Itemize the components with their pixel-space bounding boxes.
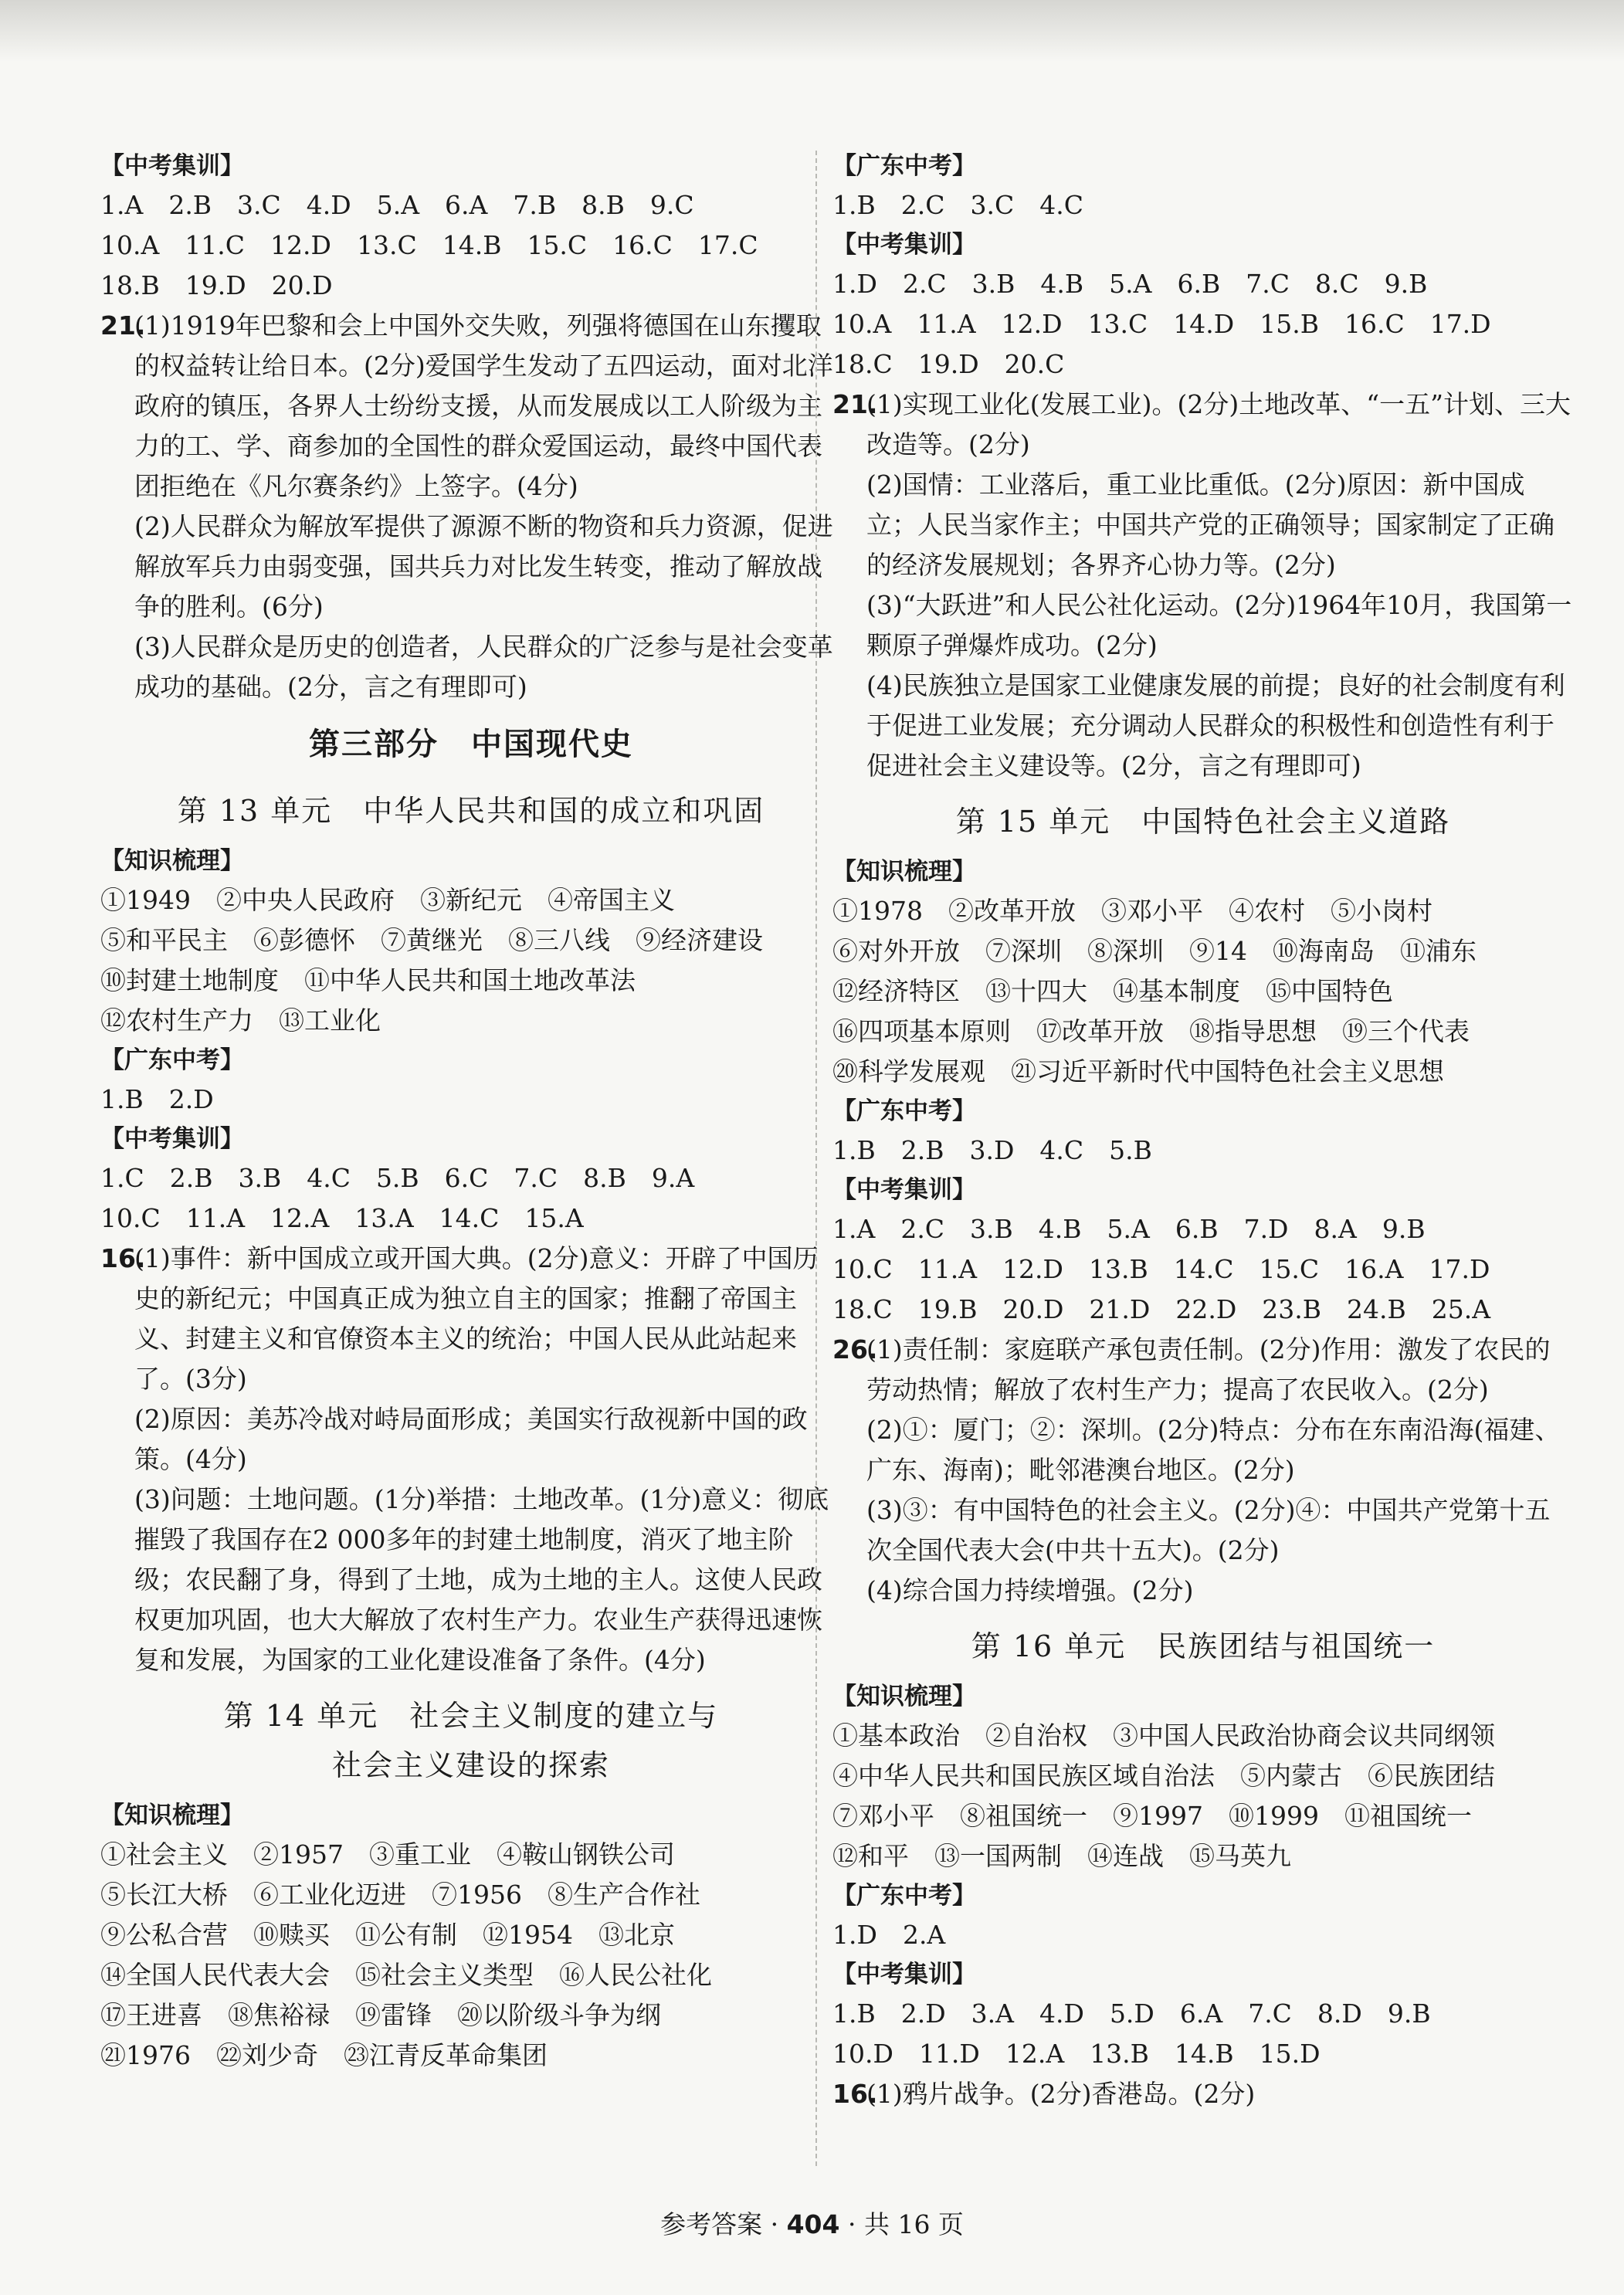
question-21 [832,385,1574,786]
knowledge-row: ④中华人民共和国民族区域自治法 ⑤内蒙古 ⑥民族团结 [832,1761,1495,1791]
knowledge-row: ⑩封建土地制度 ⑪中华人民共和国土地改革法 [100,965,636,995]
question-body [866,385,1574,786]
knowledge-row: ①社会主义 ②1957 ③重工业 ④鞍山钢铁公司 [100,1839,675,1870]
page-number: 404 [786,2209,840,2239]
question-21 [100,306,842,707]
answer-paragraph: (1)事件：新中国成立或开国大典。(2分)意义：开辟了中国历史的新纪元；中国真正成为独立自主的国家；推翻了帝国主义、封建主义和官僚资本主义的统治；中国人民从此站起来了。(3分) [134,1243,819,1394]
footer-dot: · [770,2209,779,2239]
question-number: 16. [100,1243,146,1273]
question-body [866,2074,1574,2114]
unit-title: 第 14 单元 社会主义制度的建立与 [223,1699,719,1733]
question-26 [832,1330,1574,1611]
question-number: 16. [832,2079,878,2109]
answer-row: 10.D 11.D 12.A 13.B 14.B 15.D [832,2039,1321,2069]
question-number: 26. [832,1334,878,1364]
question-body [134,306,842,707]
answer-paragraph: (2)人民群众为解放军提供了源源不断的物资和兵力资源，促进解放军兵力由弱变强，国共兵力对比发生转变，推动了解放战争的胜利。(6分) [134,511,833,622]
answer-paragraph: (3)③：有中国特色的社会主义。(2分)④：中国共产党第十五次全国代表大会(中共十五大)。(2分) [866,1495,1551,1565]
answer-row: 18.B 19.D 20.D [100,270,333,300]
page-footer [0,2205,1624,2241]
knowledge-row: ⑯四项基本原则 ⑰改革开放 ⑱指导思想 ⑲三个代表 [832,1016,1470,1046]
unit-title: 第 16 单元 民族团结与祖国统一 [971,1629,1436,1663]
answer-paragraph: (2)原因：美苏冷战对峙局面形成；美国实行敌视新中国的政策。(4分) [134,1404,808,1474]
section-heading: 【广东中考】 [832,152,976,180]
answer-row: 1.A 2.B 3.C 4.D 5.A 6.A 7.B 8.B 9.C [100,190,694,220]
answer-row: 18.C 19.D 20.C [832,349,1065,379]
answer-row: 1.B 2.B 3.D 4.C 5.B [832,1135,1152,1165]
unit-title: 第 13 单元 中华人民共和国的成立和巩固 [177,794,765,828]
answer-row: 1.D 2.A [832,1920,946,1950]
knowledge-row: ①基本政治 ②自治权 ③中国人民政治协商会议共同纲领 [832,1720,1495,1751]
answer-row: 1.B 2.D [100,1084,214,1114]
answer-paragraph: (3)人民群众是历史的创造者，人民群众的广泛参与是社会变革成功的基础。(2分，言之有理即可) [134,632,833,702]
knowledge-row: ⑳科学发展观 ㉑习近平新时代中国特色社会主义思想 [832,1056,1444,1086]
answer-row: 10.A 11.C 12.D 13.C 14.B 15.C 16.C 17.C [100,230,758,260]
left-column [100,147,842,2076]
answer-paragraph: (3)“大跃进”和人民公社化运动。(2分)1964年10月，我国第一颗原子弹爆炸成功。(2分) [866,590,1572,660]
answer-row: 1.D 2.C 3.B 4.B 5.A 6.B 7.C 8.C 9.B [832,269,1428,299]
question-body [866,1330,1574,1611]
answer-paragraph: (4)综合国力持续增强。(2分) [866,1575,1194,1605]
unit-title: 第 15 单元 中国特色社会主义道路 [955,805,1451,839]
answer-paragraph: (3)问题：土地问题。(1分)举措：土地改革。(1分)意义：彻底摧毁了我国存在2 000多年的封建土地制度，消灭了地主阶级；农民翻了身，得到了土地，成为土地的主人。这使人民政权更加巩固，也大大解放了农村生产力。农业生产获得迅速恢复和发展，为国家的工业化建设准备了条件。(4分) [134,1484,829,1675]
knowledge-row: ⑥对外开放 ⑦深圳 ⑧深圳 ⑨14 ⑩海南岛 ⑪浦东 [832,936,1477,966]
section-heading: 【中考集训】 [100,1125,244,1153]
knowledge-row: ㉑1976 ㉒刘少奇 ㉓江青反革命集团 [100,2040,548,2070]
knowledge-row: ⑭全国人民代表大会 ⑮社会主义类型 ⑯人民公社化 [100,1960,712,1990]
answer-row: 1.B 2.D 3.A 4.D 5.D 6.A 7.C 8.D 9.B [832,1998,1431,2029]
answer-row: 10.A 11.A 12.D 13.C 14.D 15.B 16.C 17.D [832,309,1491,339]
answer-row: 1.A 2.C 3.B 4.B 5.A 6.B 7.D 8.A 9.B [832,1214,1426,1244]
question-body [134,1239,842,1680]
knowledge-row: ⑦邓小平 ⑧祖国统一 ⑨1997 ⑩1999 ⑪祖国统一 [832,1801,1472,1831]
unit-title: 社会主义建设的探索 [331,1748,610,1782]
knowledge-row: ⑨公私合营 ⑩赎买 ⑪公有制 ⑫1954 ⑬北京 [100,1920,675,1950]
question-number: 21. [100,310,146,341]
knowledge-row: ⑫经济特区 ⑬十四大 ⑭基本制度 ⑮中国特色 [832,976,1393,1006]
knowledge-row: ⑤和平民主 ⑥彭德怀 ⑦黄继光 ⑧三八线 ⑨经济建设 [100,925,763,955]
answer-row: 18.C 19.B 20.D 21.D 22.D 23.B 24.B 25.A [832,1294,1491,1324]
section-heading: 【中考集训】 [100,152,244,180]
knowledge-row: ⑰王进喜 ⑱焦裕禄 ⑲雷锋 ⑳以阶级斗争为纲 [100,2000,661,2030]
column-divider [815,151,817,2166]
answer-paragraph: (1)责任制：家庭联产承包责任制。(2分)作用：激发了农民的劳动热情；解放了农村生产力；提高了农民收入。(2分) [866,1334,1551,1405]
answer-paragraph: (4)民族独立是国家工业健康发展的前提；良好的社会制度有利于促进工业发展；充分调动人民群众的积极性和创造性有利于促进社会主义建设等。(2分，言之有理即可) [866,670,1565,781]
knowledge-row: ⑫农村生产力 ⑬工业化 [100,1005,381,1036]
section-heading: 【知识梳理】 [832,858,976,886]
answer-row: 10.C 11.A 12.D 13.B 14.C 15.C 16.A 17.D [832,1254,1490,1284]
answer-row: 10.C 11.A 12.A 13.A 14.C 15.A [100,1203,584,1233]
page-edge-shadow [0,0,1624,62]
knowledge-row: ⑫和平 ⑬一国两制 ⑭连战 ⑮马英九 [832,1841,1291,1871]
part-title: 第三部分 中国现代史 [309,727,633,762]
knowledge-row: ⑤长江大桥 ⑥工业化迈进 ⑦1956 ⑧生产合作社 [100,1880,700,1910]
question-16 [832,2074,1574,2114]
total-pages: 共 16 页 [863,2209,964,2239]
answer-paragraph: (2)①：厦门；②：深圳。(2分)特点：分布在东南沿海(福建、广东、海南)；毗邻港澳台地区。(2分) [866,1415,1561,1485]
footer-dot: · [847,2209,856,2239]
answer-row: 1.B 2.C 3.C 4.C [832,190,1083,220]
answer-paragraph: (1)1919年巴黎和会上中国外交失败，列强将德国在山东攫取的权益转让给日本。(2分)爱国学生发动了五四运动，面对北洋政府的镇压，各界人士纷纷支援，从而发展成以工人阶级为主力的工、学、商参加的全国性的群众爱国运动，最终中国代表团拒绝在《凡尔赛条约》上签字。(4分) [134,310,833,501]
section-heading: 【广东中考】 [100,1046,244,1074]
section-heading: 【广东中考】 [832,1882,976,1910]
section-heading: 【中考集训】 [832,1176,976,1204]
section-heading: 【中考集训】 [832,1961,976,1988]
section-heading: 【知识梳理】 [832,1683,976,1710]
question-16 [100,1239,842,1680]
footer-label: 参考答案 [660,2209,763,2239]
answer-paragraph: (2)国情：工业落后，重工业比重低。(2分)原因：新中国成立；人民当家作主；中国共产党的正确领导；国家制定了正确的经济发展规划；各界齐心协力等。(2分) [866,470,1554,580]
answer-paragraph: (1)鸦片战争。(2分)香港岛。(2分) [866,2079,1256,2109]
answer-paragraph: (1)实现工业化(发展工业)。(2分)土地改革、“一五”计划、三大改造等。(2分) [866,389,1571,459]
right-column [832,147,1574,2114]
section-heading: 【中考集训】 [832,231,976,259]
knowledge-row: ①1949 ②中央人民政府 ③新纪元 ④帝国主义 [100,885,675,915]
knowledge-row: ①1978 ②改革开放 ③邓小平 ④农村 ⑤小岗村 [832,896,1432,926]
section-heading: 【知识梳理】 [100,1802,244,1829]
question-number: 21. [832,389,878,419]
section-heading: 【知识梳理】 [100,847,244,875]
answer-row: 1.C 2.B 3.B 4.C 5.B 6.C 7.C 8.B 9.A [100,1163,695,1193]
section-heading: 【广东中考】 [832,1097,976,1125]
